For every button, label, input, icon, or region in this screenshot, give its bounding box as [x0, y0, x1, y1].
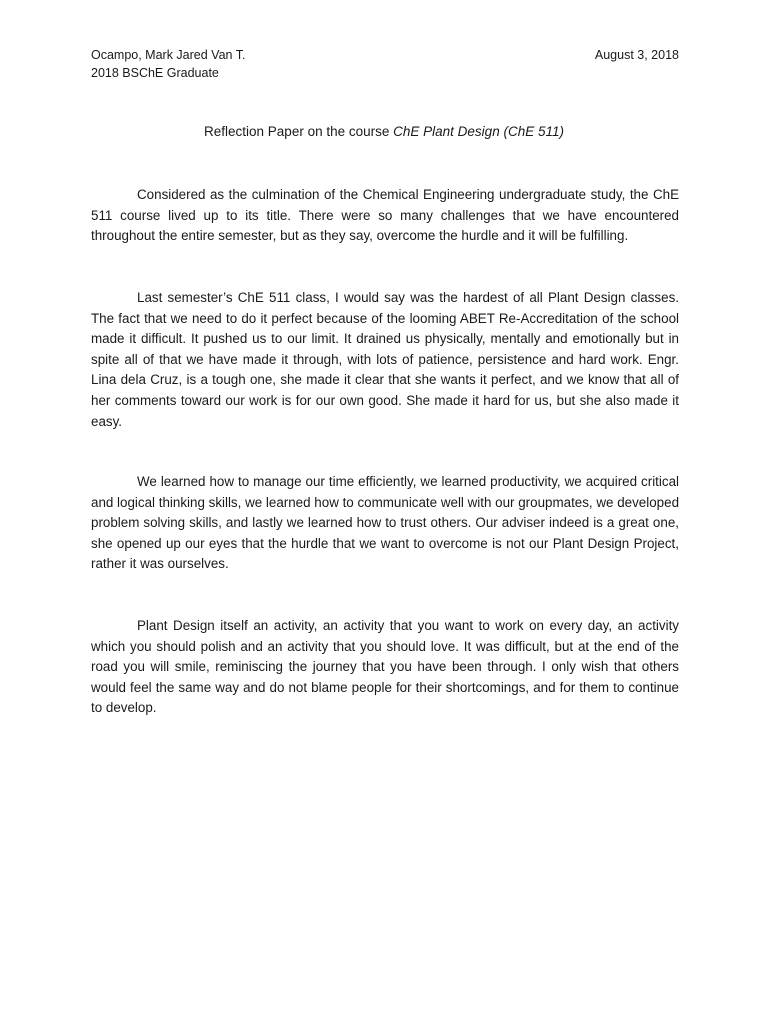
- paragraph-4: Plant Design itself an activity, an activity that you want to work on every day, an activity which you should polish and an activity that you should love. It was difficult, but at the end of the road you will smile, reminiscing the journey that you have been through. I only wish that others would feel the same way and do not blame people for their shortcomings, and for them to continue to develop.: [91, 618, 679, 716]
- title-prefix: Reflection Paper on the course: [204, 124, 394, 139]
- paragraph-2: Last semester’s ChE 511 class, I would say was the hardest of all Plant Design classes. The fact that we need to do it perfect because of the looming ABET Re-Accreditation of the school made it difficult. It pushed us to our limit. It drained us physically, mentally and emotionally but in spite all of that we have made it through, with lots of patience, persistence and hard work. Engr. Lina dela Cruz, is a tough one, she made it clear that she wants it perfect, and we know that all of her comments toward our work is for our own good. She made it hard for us, but she also made it easy.: [91, 290, 679, 429]
- document-date: August 3, 2018: [594, 48, 679, 62]
- title-course: ChE Plant Design (ChE 511): [393, 124, 564, 139]
- author-name: Ocampo, Mark Jared Van T.: [91, 48, 246, 62]
- author-block: [91, 46, 491, 82]
- document-title: [0, 123, 768, 141]
- paragraph-1: Considered as the culmination of the Chemical Engineering undergraduate study, the ChE 511 course lived up to its title. There were so many challenges that we have encountered throughout the entire semester, but as they say, overcome the hurdle and it will be fulfilling.: [91, 187, 679, 244]
- author-role: 2018 BSChE Graduate: [91, 66, 219, 80]
- paragraph-3: We learned how to manage our time efficiently, we learned productivity, we acquired critical and logical thinking skills, we learned how to communicate well with our groupmates, we developed problem solving skills, and lastly we learned how to trust others. Our adviser indeed is a great one, she opened up our eyes that the hurdle that we want to overcome is not our Plant Design Project, rather it was ourselves.: [91, 474, 680, 572]
